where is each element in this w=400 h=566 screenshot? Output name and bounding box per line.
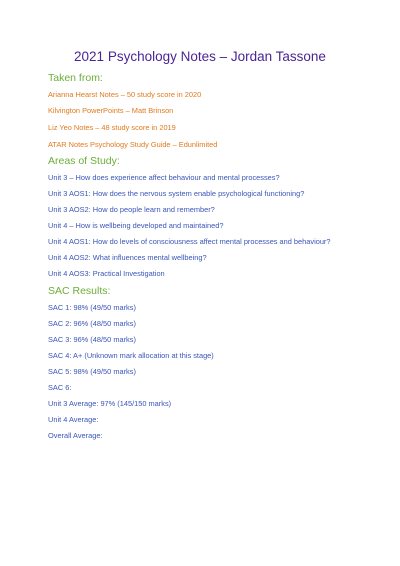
sac-result-item: SAC 1: 98% (49/50 marks): [48, 303, 136, 312]
sac-result-item: SAC 6:: [48, 383, 72, 392]
area-of-study-item: Unit 4 AOS3: Practical Investigation: [48, 269, 165, 278]
sac-result-item: SAC 2: 96% (48/50 marks): [48, 319, 136, 328]
sac-result-item: Unit 4 Average:: [48, 415, 99, 424]
sac-result-item: SAC 4: A+ (Unknown mark allocation at this stage): [48, 351, 214, 360]
page-title: 2021 Psychology Notes – Jordan Tassone: [74, 49, 326, 64]
sac-result-item: SAC 5: 98% (49/50 marks): [48, 367, 136, 376]
source-item: ATAR Notes Psychology Study Guide – Edunlimited: [48, 140, 218, 149]
area-of-study-item: Unit 4 – How is wellbeing developed and maintained?: [48, 221, 224, 230]
area-of-study-item: Unit 4 AOS2: What influences mental wellbeing?: [48, 253, 207, 262]
area-of-study-item: Unit 4 AOS1: How do levels of consciousness affect mental processes and behaviour?: [48, 237, 331, 246]
taken-from-heading: Taken from:: [48, 72, 103, 84]
source-item: Liz Yeo Notes – 48 study score in 2019: [48, 123, 176, 132]
area-of-study-item: Unit 3 AOS1: How does the nervous system enable psychological functioning?: [48, 189, 305, 198]
areas-of-study-heading: Areas of Study:: [48, 155, 120, 167]
area-of-study-item: Unit 3 AOS2: How do people learn and remember?: [48, 205, 215, 214]
area-of-study-item: Unit 3 – How does experience affect behaviour and mental processes?: [48, 173, 280, 182]
source-item: Arianna Hearst Notes – 50 study score in 2020: [48, 90, 202, 99]
sac-result-item: Unit 3 Average: 97% (145/150 marks): [48, 399, 172, 408]
source-item: Kilvington PowerPoints – Matt Brinson: [48, 106, 174, 115]
sac-result-item: Overall Average:: [48, 431, 103, 440]
sac-result-item: SAC 3: 96% (48/50 marks): [48, 335, 136, 344]
sac-results-heading: SAC Results:: [48, 285, 111, 297]
